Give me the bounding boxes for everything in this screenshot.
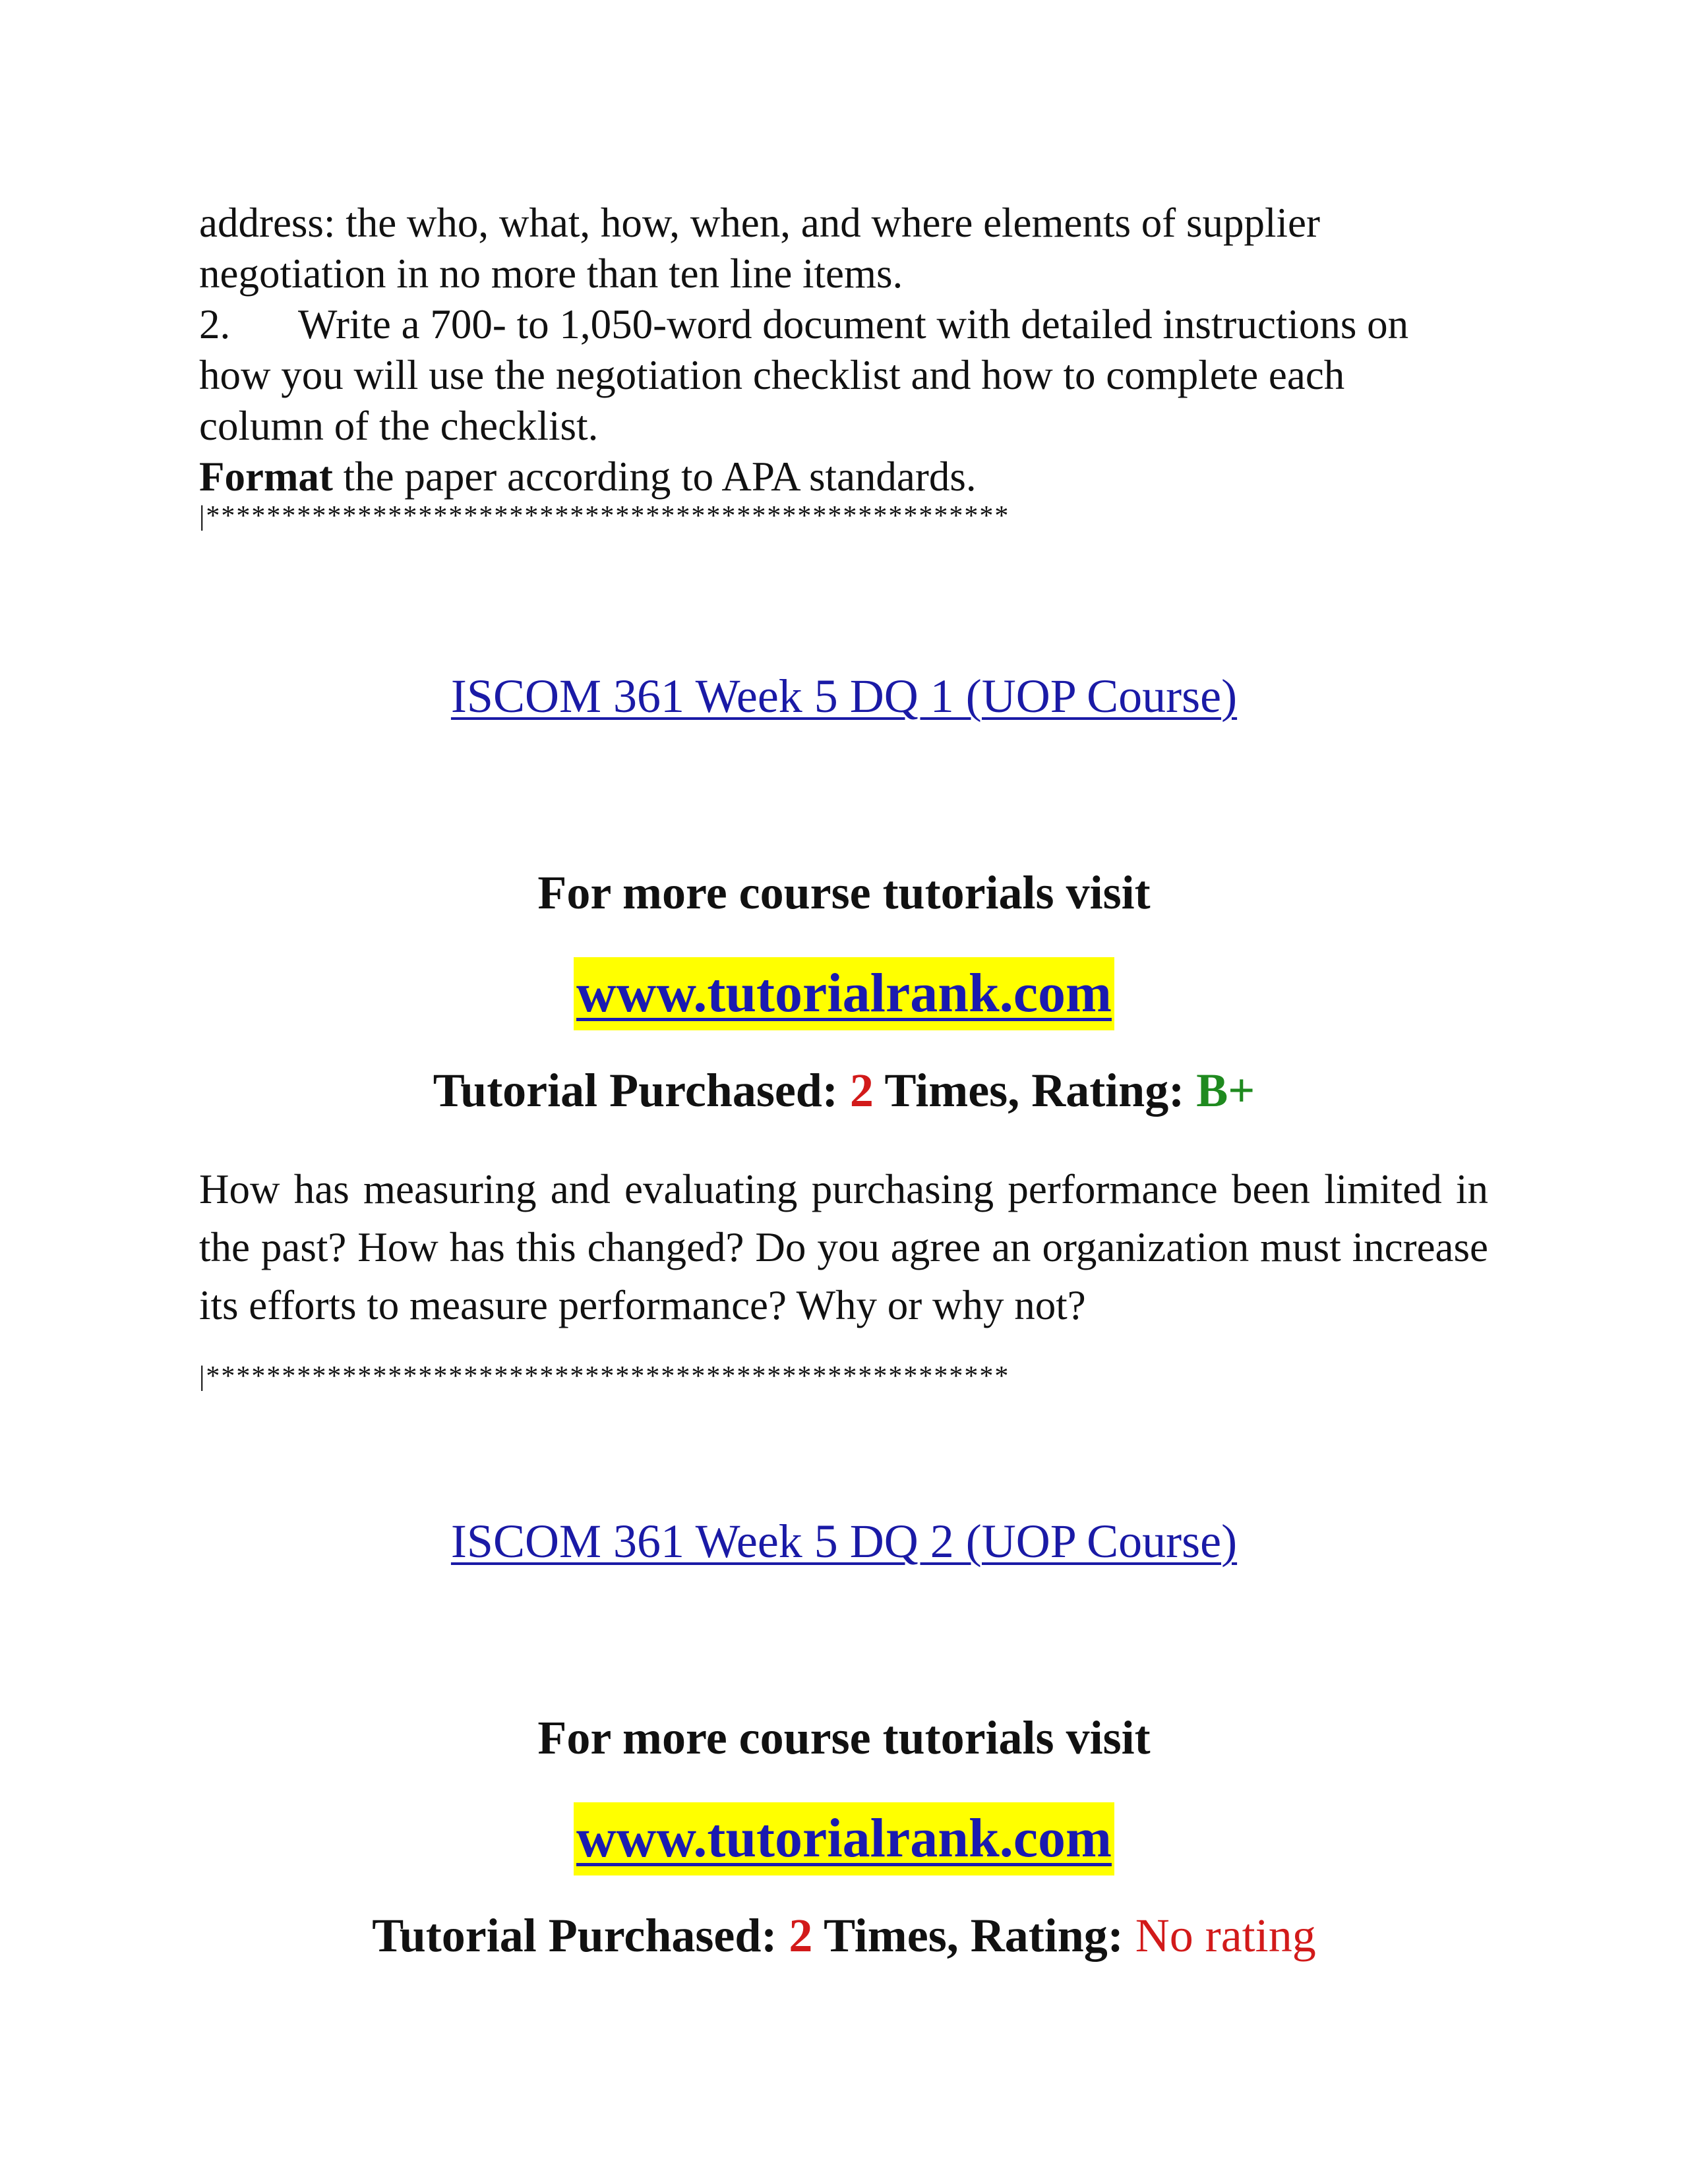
- list-item-2: [199, 299, 1492, 350]
- list-item-text-line-1: Write a 700- to 1,050-word document with detailed instructions on: [298, 301, 1409, 347]
- intro-line-1: address: the who, what, how, when, and where elements of supplier: [199, 200, 1320, 246]
- section-2-title-row: [0, 1514, 1688, 1569]
- list-item-text-line-3: column of the checklist.: [199, 403, 599, 449]
- intro-block: [199, 198, 1492, 502]
- times-rating-label: Times, Rating:: [873, 1064, 1197, 1117]
- section-1-purchase-info: [0, 1063, 1688, 1118]
- rating-value: No rating: [1135, 1909, 1316, 1962]
- section-1-question: How has measuring and evaluating purchasing performance been limited in the past? How has this changed? Do you agree an organization must increase its efforts to measure performance? Why or why not?: [199, 1166, 1488, 1328]
- format-text: the paper according to APA standards.: [332, 454, 977, 500]
- format-instruction: [199, 452, 1492, 502]
- purchased-label: Tutorial Purchased:: [372, 1909, 789, 1962]
- section-2-url-link[interactable]: www.tutorialrank.com: [574, 1802, 1114, 1875]
- section-1-visit-text: For more course tutorials visit: [537, 866, 1151, 919]
- section-1-url-row: [0, 957, 1688, 1030]
- format-label: Format: [199, 454, 333, 500]
- rating-value: B+: [1196, 1064, 1255, 1117]
- list-item-text-line-2: how you will use the negotiation checklist and how to complete each: [199, 352, 1345, 398]
- section-2-visit-text: For more course tutorials visit: [537, 1711, 1151, 1764]
- section-2-url-row: [0, 1802, 1688, 1875]
- purchased-label: Tutorial Purchased:: [433, 1064, 850, 1117]
- intro-line-2: negotiation in no more than ten line items.: [199, 251, 903, 297]
- list-item-number: 2.: [199, 301, 231, 347]
- section-1-title-link[interactable]: ISCOM 361 Week 5 DQ 1 (UOP Course): [450, 670, 1238, 723]
- section-1-question-block: [199, 1160, 1488, 1334]
- section-2-purchase-info: [0, 1908, 1688, 1963]
- purchased-count: 2: [849, 1064, 874, 1117]
- separator-1: |*****************************************************: [199, 501, 1010, 531]
- section-1-title-row: [0, 669, 1688, 724]
- purchased-count: 2: [789, 1909, 813, 1962]
- section-1-url-link[interactable]: www.tutorialrank.com: [574, 957, 1114, 1030]
- times-rating-label: Times, Rating:: [812, 1909, 1135, 1962]
- separator-2: |*****************************************************: [199, 1361, 1010, 1392]
- section-2-title-link[interactable]: ISCOM 361 Week 5 DQ 2 (UOP Course): [450, 1515, 1238, 1568]
